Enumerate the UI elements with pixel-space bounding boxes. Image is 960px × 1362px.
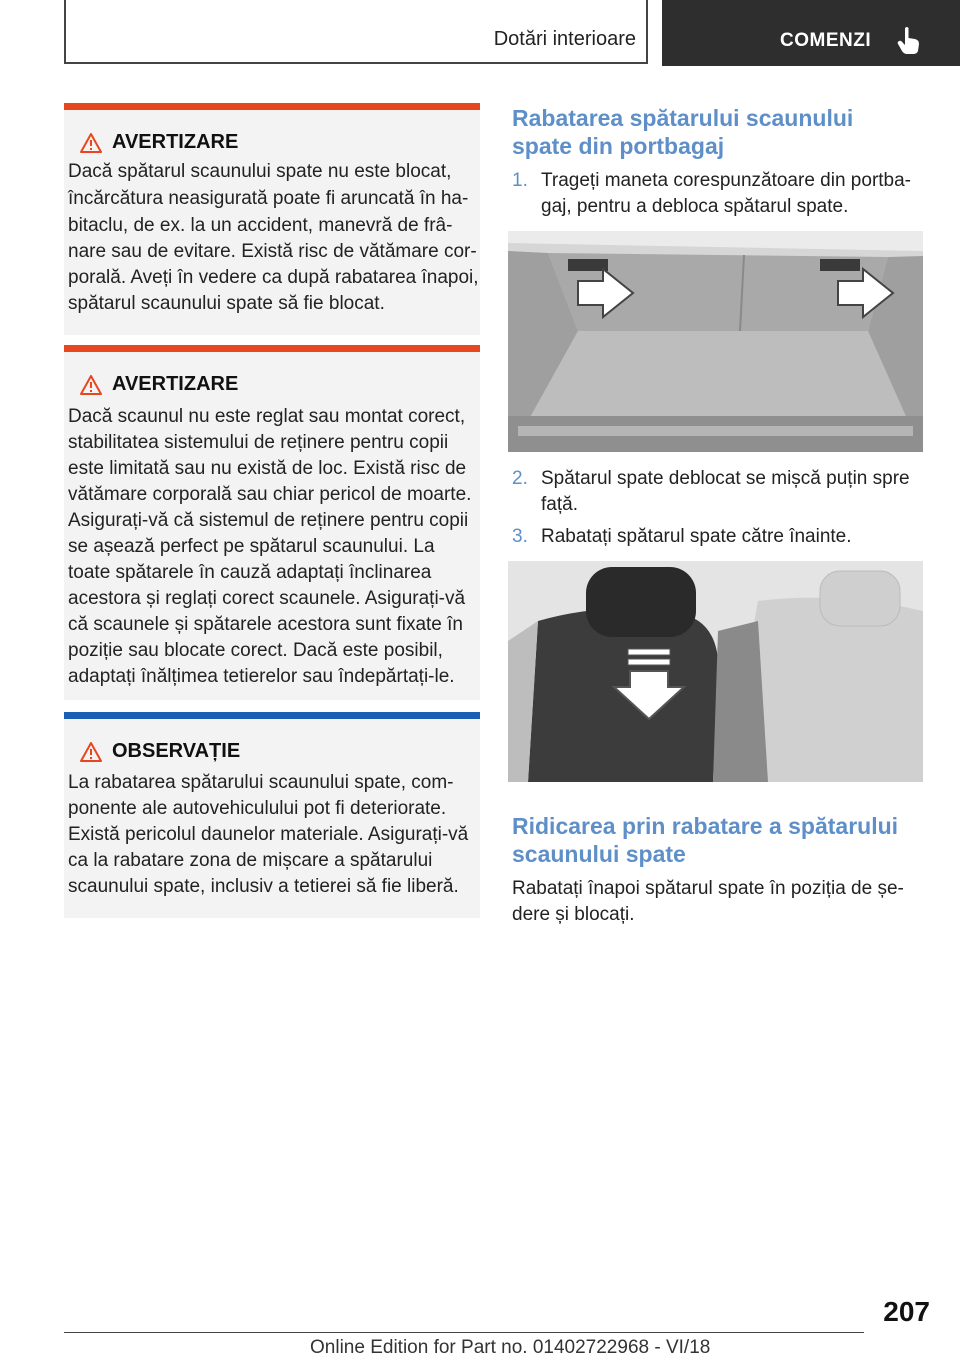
seat-photo — [508, 561, 923, 782]
header-rule-bottom — [64, 62, 648, 64]
header-rule-left — [64, 0, 66, 64]
text-line: Asigurați‐vă că sistemul de reținere pentru copii — [68, 510, 469, 531]
text-line: porală. Aveți în vedere ca după rabatarea înapoi, — [68, 267, 479, 288]
body-text: dere și blocați. — [512, 904, 635, 925]
text-line: ca la rabatare zona de mișcare a spătarului — [68, 850, 433, 871]
step-text: Trageți maneta corespunzătoare din portba‐ — [541, 170, 912, 191]
page-number: 207 — [883, 1296, 930, 1327]
text-line: acestora și reglați corect scaunele. Asigurați‐vă — [68, 588, 466, 609]
text-line: La rabatarea spătarului scaunului spate, com‐ — [68, 772, 454, 793]
body-text: Rabatați înapoi spătarul spate în poziția de șe‐ — [512, 878, 904, 899]
warning-bar — [64, 345, 480, 352]
warning-box-1 — [64, 103, 480, 335]
header-chapter-label: COMENZI — [780, 30, 872, 51]
text-line: Dacă spătarul scaunului spate nu este blocat, — [68, 161, 452, 182]
footer-rule — [64, 1332, 864, 1333]
trunk-illustration — [508, 231, 923, 452]
step-text: Rabatați spătarul spate către înainte. — [541, 526, 852, 547]
text-line: bitaclu, de ex. la un accident, manevră de frâ‐ — [68, 215, 453, 236]
text-line: încărcătura neasigurată poate fi aruncată în ha‐ — [68, 188, 469, 209]
header-rule-right — [646, 0, 648, 64]
text-line: scaunului spate, inclusiv a tetierei să fie liberă. — [68, 876, 459, 897]
text-line: spătarul scaunului spate să fie blocat. — [68, 293, 385, 314]
text-line: stabilitatea sistemului de reținere pentru copii — [68, 432, 449, 453]
section-heading: Rabatarea spătarului scaunului — [512, 105, 854, 131]
step-text: față. — [541, 494, 578, 515]
text-line: Dacă scaunul nu este reglat sau montat corect, — [68, 406, 466, 427]
text-line: se așează perfect pe spătarul scaunului. La — [68, 536, 435, 557]
section-heading: Ridicarea prin rabatare a spătarului — [512, 813, 899, 839]
seat-illustration — [508, 561, 923, 782]
text-line: este limitată sau nu există de loc. Există risc de — [68, 458, 467, 479]
warning-title: AVERTIZARE — [112, 131, 239, 153]
text-line: nare sau de evitare. Există risc de vătămare cor‐ — [68, 241, 477, 262]
text-line: poziție sau blocate corect. Dacă este posibil, — [68, 640, 443, 661]
text-line: ponente ale autovehiculului pot fi deteriorate. — [68, 798, 447, 819]
trunk-photo — [508, 231, 923, 452]
step-number: 2. — [512, 468, 528, 489]
step-number: 3. — [512, 526, 528, 547]
step-text: gaj, pentru a debloca spătarul spate. — [541, 196, 849, 217]
warning-bar — [64, 103, 480, 110]
warning-title: AVERTIZARE — [112, 373, 239, 395]
warning-triangle-icon — [80, 375, 102, 395]
section-heading: scaunului spate — [512, 841, 686, 867]
notice-box — [64, 712, 480, 918]
text-line: vătămare corporală sau chiar pericol de moarte. — [68, 484, 472, 505]
step-text: Spătarul spate deblocat se mișcă puțin spre — [541, 468, 910, 489]
notice-title: OBSERVAȚIE — [112, 740, 241, 762]
header-section-title: Dotări interioare — [493, 28, 636, 50]
text-line: Există pericolul daunelor materiale. Asigurați‐vă — [68, 824, 469, 845]
warning-box-2 — [64, 345, 480, 700]
footer-edition: Online Edition for Part no. 01402722968 - VI/18 — [310, 1337, 711, 1358]
section-heading: spate din portbagaj — [512, 133, 725, 159]
text-line: că scaunele și spătarele acestora sunt fixate în — [68, 614, 464, 635]
text-line: toate spătarele în cauză adaptați înclinarea — [68, 562, 432, 583]
warning-triangle-icon — [80, 742, 102, 762]
pointing-hand-icon — [896, 26, 922, 56]
text-line: adaptați înălțimea tetierelor sau îndepărtați‐le. — [68, 666, 455, 687]
notice-bar — [64, 712, 480, 719]
step-number: 1. — [512, 170, 528, 191]
warning-triangle-icon — [80, 133, 102, 153]
